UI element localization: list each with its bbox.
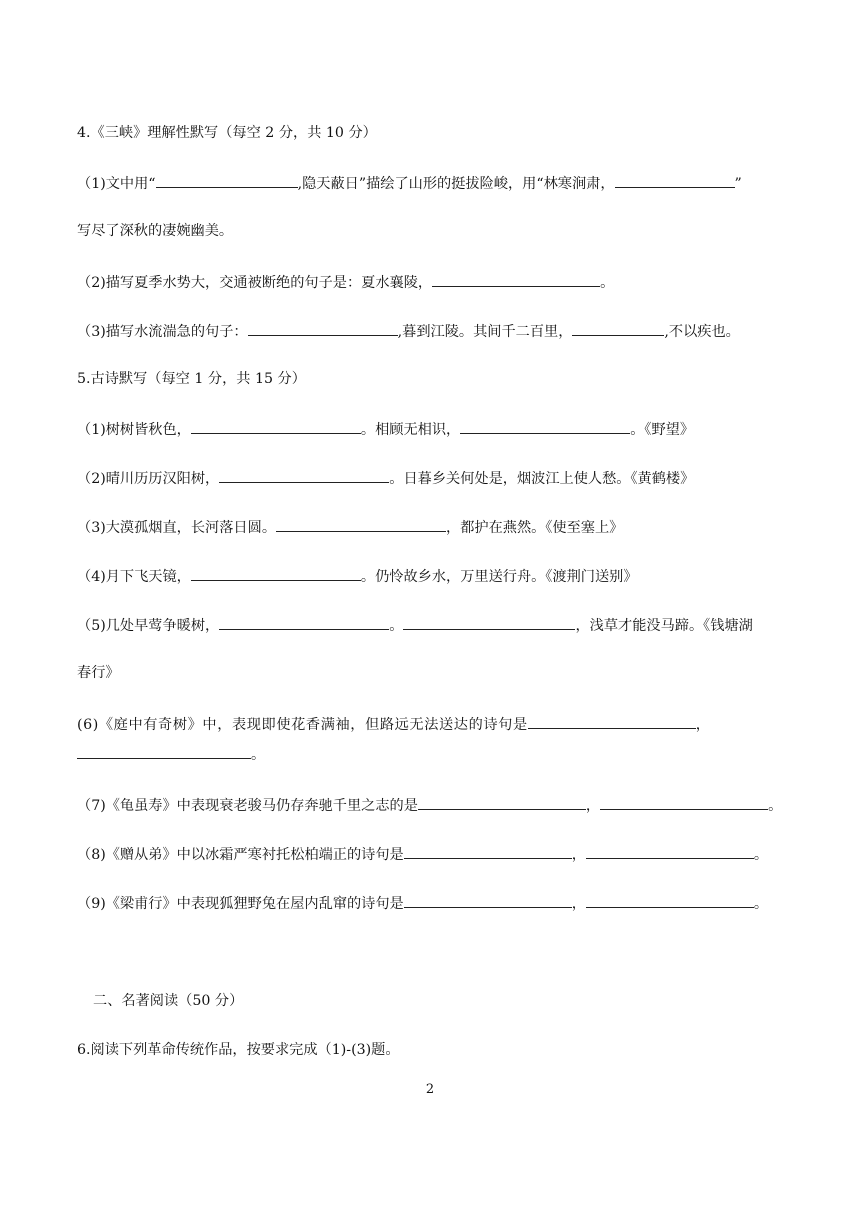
answer-blank[interactable]: [615, 172, 735, 188]
q5-item-8: （8)《赠从弟》中以冰霜严寒衬托松柏端正的诗句是 ， 。: [77, 843, 768, 865]
answer-blank[interactable]: [600, 794, 768, 810]
answer-blank[interactable]: [219, 467, 389, 483]
answer-blank[interactable]: [460, 418, 630, 434]
q5-item-5-cont: 春行》: [77, 665, 120, 681]
q5-item-3: （3)大漠孤烟直，长河落日圆。 ，都护在燕然。《使至塞上》: [77, 516, 623, 538]
answer-blank[interactable]: [572, 320, 664, 336]
answer-blank[interactable]: [191, 418, 361, 434]
answer-blank[interactable]: [404, 843, 572, 859]
answer-blank[interactable]: [432, 271, 600, 287]
q6-heading: 6.阅读下列革命传统作品，按要求完成（1)-(3)题。: [77, 1042, 400, 1058]
answer-blank[interactable]: [418, 794, 586, 810]
q5-item-1: （1)树树皆秋色， 。相顾无相识， 。《野望》: [77, 418, 694, 440]
q4-item-1-cont: 写尽了深秋的凄婉幽美。: [77, 223, 234, 239]
q4-heading: 4.《三峡》理解性默写（每空 2 分，共 10 分）: [77, 125, 377, 141]
answer-blank[interactable]: [156, 172, 298, 188]
q4-item-2: （2)描写夏季水势大，交通被断绝的句子是：夏水襄陵， 。: [77, 271, 614, 293]
answer-blank[interactable]: [404, 892, 572, 908]
q5-item-6-cont: 。: [77, 743, 265, 765]
page-number: 2: [425, 1082, 435, 1097]
answer-blank[interactable]: [276, 516, 446, 532]
answer-blank[interactable]: [191, 565, 361, 581]
answer-blank[interactable]: [403, 614, 575, 630]
answer-blank[interactable]: [77, 743, 251, 759]
q5-item-9: （9)《梁甫行》中表现狐狸野兔在屋内乱窜的诗句是 ， 。: [77, 892, 768, 914]
q5-item-2: （2)晴川历历汉阳树， 。日暮乡关何处是，烟波江上使人愁。《黄鹤楼》: [77, 467, 694, 489]
answer-blank[interactable]: [528, 713, 696, 729]
q5-heading: 5.古诗默写（每空 1 分，共 15 分）: [77, 371, 306, 387]
q4-item-1: （1)文中用“ ,隐天蔽日”描绘了山形的挺拔险峻，用“林寒涧肃， ”: [77, 172, 742, 194]
answer-blank[interactable]: [219, 614, 389, 630]
q5-item-7: （7)《龟虽寿》中表现衰老骏马仍存奔驰千里之志的是 ， 。: [77, 794, 782, 816]
answer-blank[interactable]: [586, 892, 754, 908]
q4-item-3: （3)描写水流湍急的句子： ,暮到江陵。其间千二百里， ,不以疾也。: [77, 320, 740, 342]
q5-item-4: （4)月下飞天镜， 。仍怜故乡水，万里送行舟。《渡荆门送别》: [77, 565, 638, 587]
answer-blank[interactable]: [586, 843, 754, 859]
q5-item-6: (6)《庭中有奇树》中，表现即使花香满袖，但路远无法送达的诗句是 ，: [77, 713, 711, 735]
answer-blank[interactable]: [248, 320, 398, 336]
section-2-heading: 二、名著阅读（50 分）: [93, 993, 244, 1009]
q5-item-5: （5)几处早莺争暖树， 。 ，浅草才能没马蹄。《钱塘湖: [77, 614, 753, 636]
